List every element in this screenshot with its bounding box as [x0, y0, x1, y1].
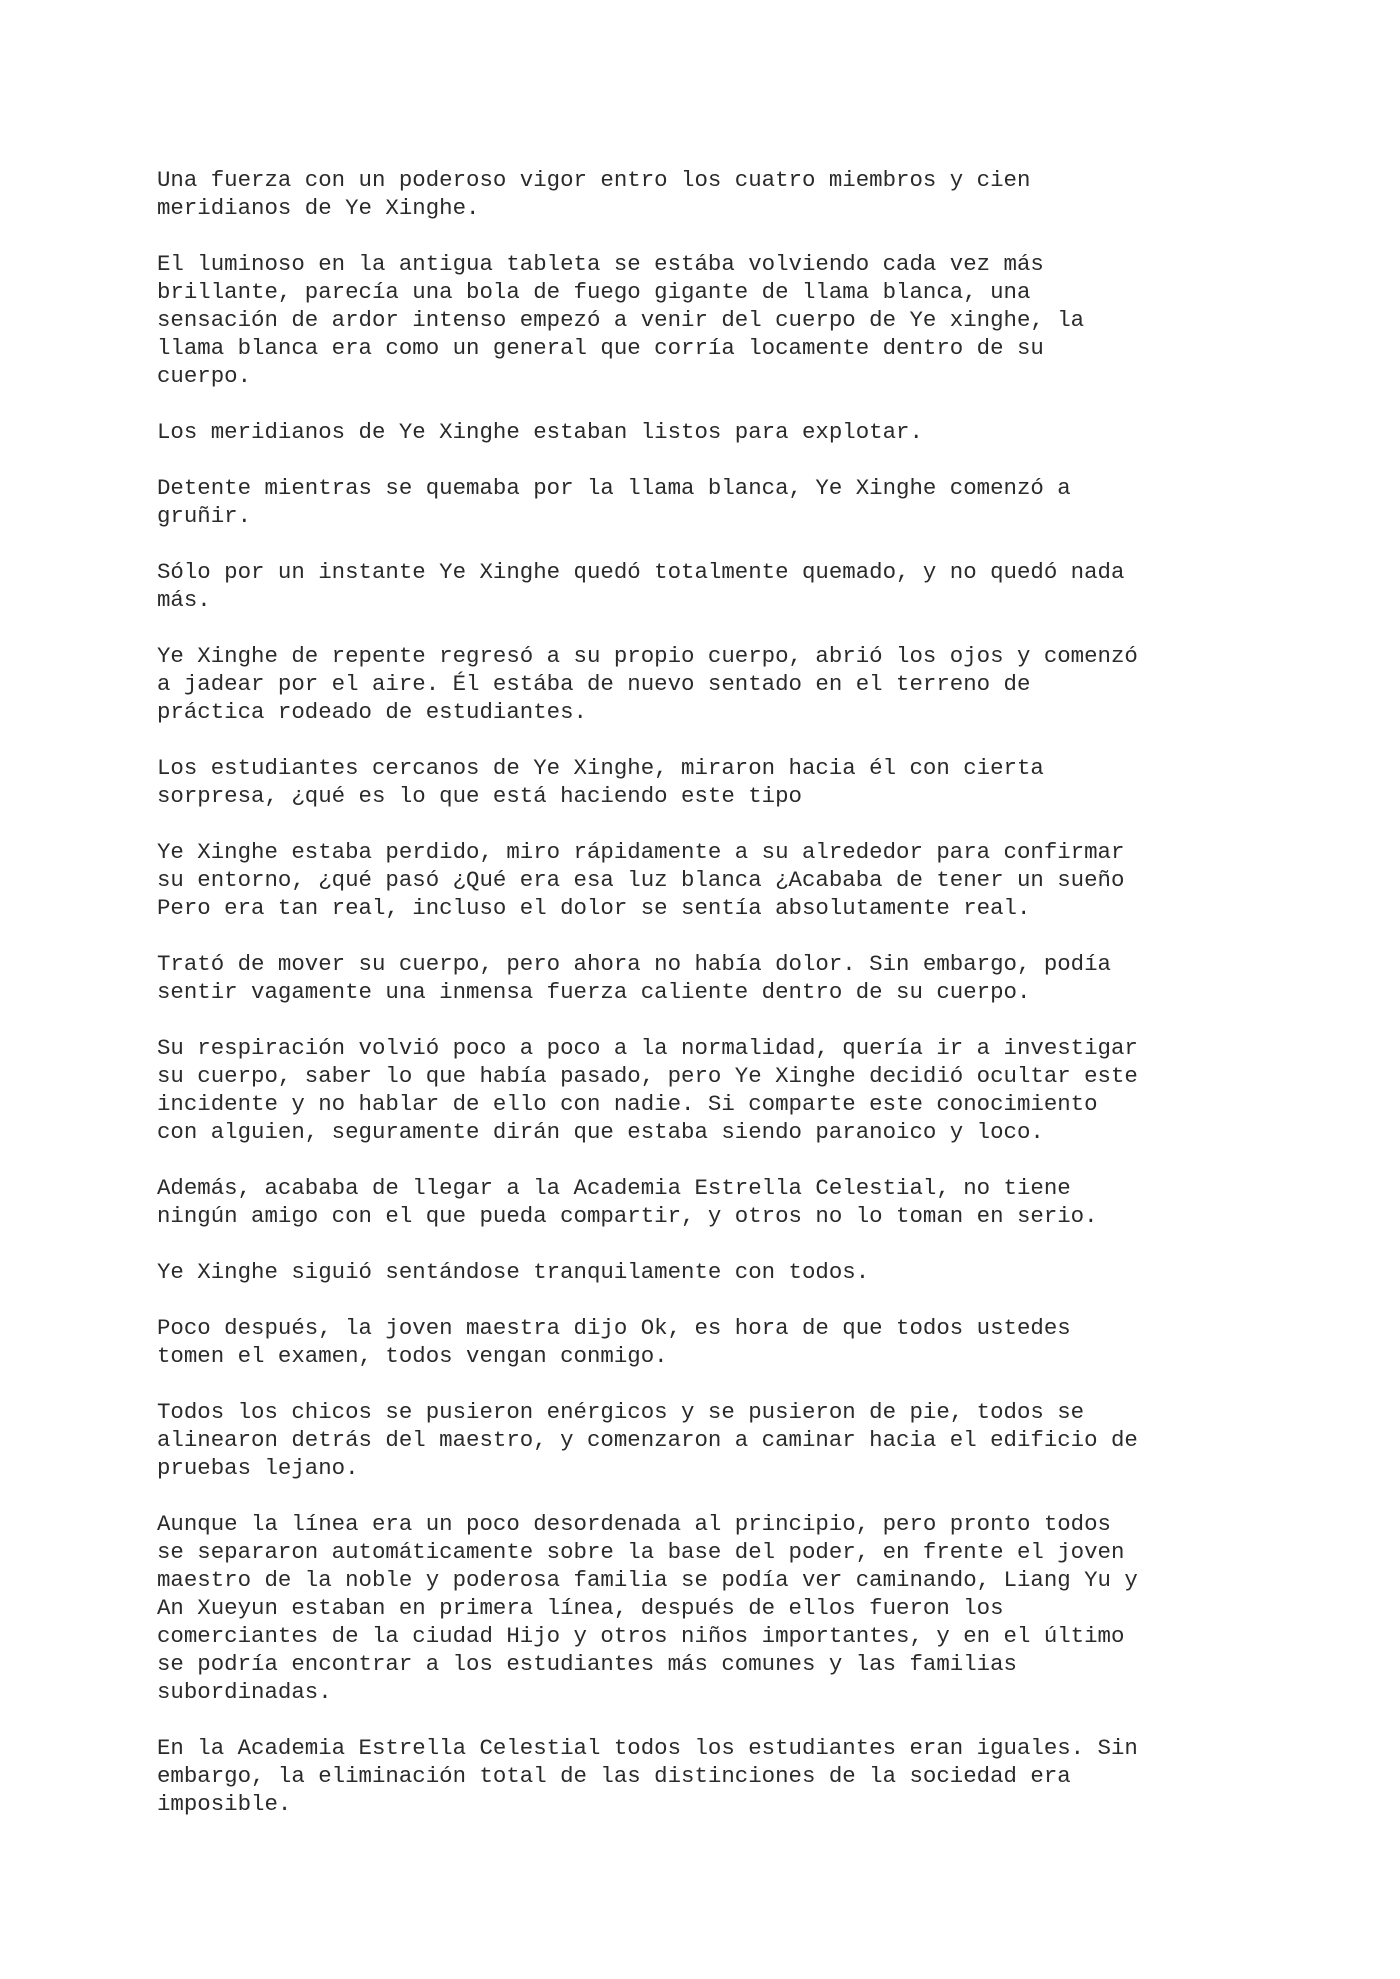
paragraph: Además, acababa de llegar a la Academia Estrella Celestial, no tiene ningún amigo con el que pueda compartir, y otros no lo toman en serio. — [157, 1175, 1098, 1229]
paragraph: Aunque la línea era un poco desordenada al principio, pero pronto todos se separaron automáticamente sobre la base del poder, en frente el joven maestro de la noble y poderosa familia se podía ver caminando, Liang Yu y An Xueyun estaban en primera línea, después de ellos fueron los comerciantes de la ciudad Hijo y otros niños importantes, y en el último se podría encontrar a los estudiantes más comunes y las familias subordinadas. — [157, 1511, 1138, 1705]
paragraph: Ye Xinghe de repente regresó a su propio cuerpo, abrió los ojos y comenzó a jadear por el aire. Él estába de nuevo sentado en el terreno de práctica rodeado de estudiantes. — [157, 643, 1138, 725]
paragraph: Trató de mover su cuerpo, pero ahora no había dolor. Sin embargo, podía sentir vagamente una inmensa fuerza caliente dentro de su cuerpo. — [157, 951, 1111, 1005]
paragraph: Detente mientras se quemaba por la llama blanca, Ye Xinghe comenzó a gruñir. — [157, 475, 1071, 529]
paragraph: Sólo por un instante Ye Xinghe quedó totalmente quemado, y no quedó nada más. — [157, 559, 1125, 613]
paragraph: Los estudiantes cercanos de Ye Xinghe, miraron hacia él con cierta sorpresa, ¿qué es lo que está haciendo este tipo — [157, 755, 1044, 809]
paragraph: El luminoso en la antigua tableta se estába volviendo cada vez más brillante, parecía una bola de fuego gigante de llama blanca, una sensación de ardor intenso empezó a venir del cuerpo de Ye xinghe, la llama blanca era como un general que corría locamente dentro de su cuerpo. — [157, 251, 1085, 389]
paragraph: En la Academia Estrella Celestial todos los estudiantes eran iguales. Sin embargo, la eliminación total de las distinciones de la sociedad era imposible. — [157, 1735, 1138, 1817]
paragraph: Su respiración volvió poco a poco a la normalidad, quería ir a investigar su cuerpo, saber lo que había pasado, pero Ye Xinghe decidió ocultar este incidente y no hablar de ello con nadie. Si comparte este conocimiento con alguien, seguramente dirán que estaba siendo paranoico y loco. — [157, 1035, 1138, 1145]
paragraph: Ye Xinghe estaba perdido, miro rápidamente a su alrededor para confirmar su entorno, ¿qué pasó ¿Qué era esa luz blanca ¿Acababa de tener un sueño Pero era tan real, incluso el dolor se sentía absolutamente real. — [157, 839, 1125, 921]
paragraph: Una fuerza con un poderoso vigor entro los cuatro miembros y cien meridianos de Ye Xinghe. — [157, 167, 1031, 221]
paragraph: Ye Xinghe siguió sentándose tranquilamente con todos. — [157, 1259, 870, 1285]
paragraph: Los meridianos de Ye Xinghe estaban listos para explotar. — [157, 419, 923, 445]
document-body — [157, 166, 1257, 1846]
paragraph: Poco después, la joven maestra dijo Ok, es hora de que todos ustedes tomen el examen, todos vengan conmigo. — [157, 1315, 1071, 1369]
paragraph: Todos los chicos se pusieron enérgicos y se pusieron de pie, todos se alinearon detrás del maestro, y comenzaron a caminar hacia el edificio de pruebas lejano. — [157, 1399, 1138, 1481]
